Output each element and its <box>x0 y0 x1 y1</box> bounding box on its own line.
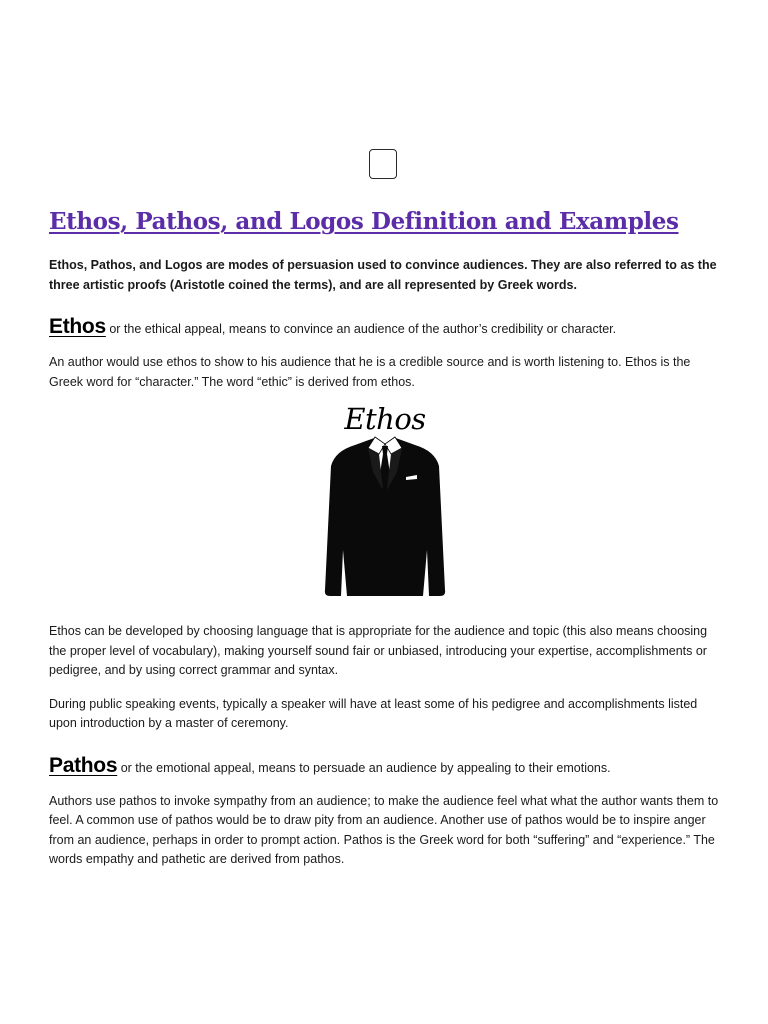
intro-paragraph: Ethos, Pathos, and Logos are modes of persuasion used to convince audiences. They are also referred to as the three artistic proofs (Aristotle coined the terms), and are all represented by Greek words. <box>49 258 717 292</box>
article <box>49 206 721 870</box>
ethos-paragraph-2: Ethos can be developed by choosing language that is appropriate for the audience and topic (this also means choosing the proper level of vocabulary), making yourself sound fair or unbiased, introducing your expertise, accomplishments or pedigree, and by using correct grammar and syntax. <box>49 624 708 677</box>
ethos-paragraph-3: During public speaking events, typically a speaker will have at least some of his pedigree and accomplishments listed upon introduction by a master of ceremony. <box>49 696 698 730</box>
ethos-figure <box>49 400 721 608</box>
checkbox-icon[interactable] <box>369 149 397 179</box>
ethos-figure-label: Ethos <box>344 402 426 436</box>
ethos-definition <box>49 317 721 339</box>
pathos-heading: Pathos <box>49 753 118 777</box>
title-link[interactable]: Ethos, Pathos, and Logos Definition and Examples <box>49 208 679 235</box>
ethos-paragraph-1: An author would use ethos to show to his audience that he is a credible source and is worth listening to. Ethos is the Greek word for “character.” The word “ethic” is derived from ethos. <box>49 355 691 389</box>
ethos-definition-text: or the ethical appeal, means to convince an audience of the author’s credibility or character. <box>105 322 617 336</box>
pathos-definition <box>49 753 721 778</box>
pathos-paragraph-1: Authors use pathos to invoke sympathy from an audience; to make the audience feel what what the author wants them to feel. A common use of pathos would be to draw pity from an audience. Another use of pathos would be to inspire anger from an audience, perhaps in order to prompt action. Pathos is the Greek word for both “suffering” and “experience.” The words empathy and pathetic are derived from pathos. <box>49 793 719 866</box>
pathos-definition-text: or the emotional appeal, means to persuade an audience by appealing to their emotions. <box>117 760 611 775</box>
page-title <box>49 206 721 238</box>
ethos-heading: Ethos <box>49 315 106 338</box>
